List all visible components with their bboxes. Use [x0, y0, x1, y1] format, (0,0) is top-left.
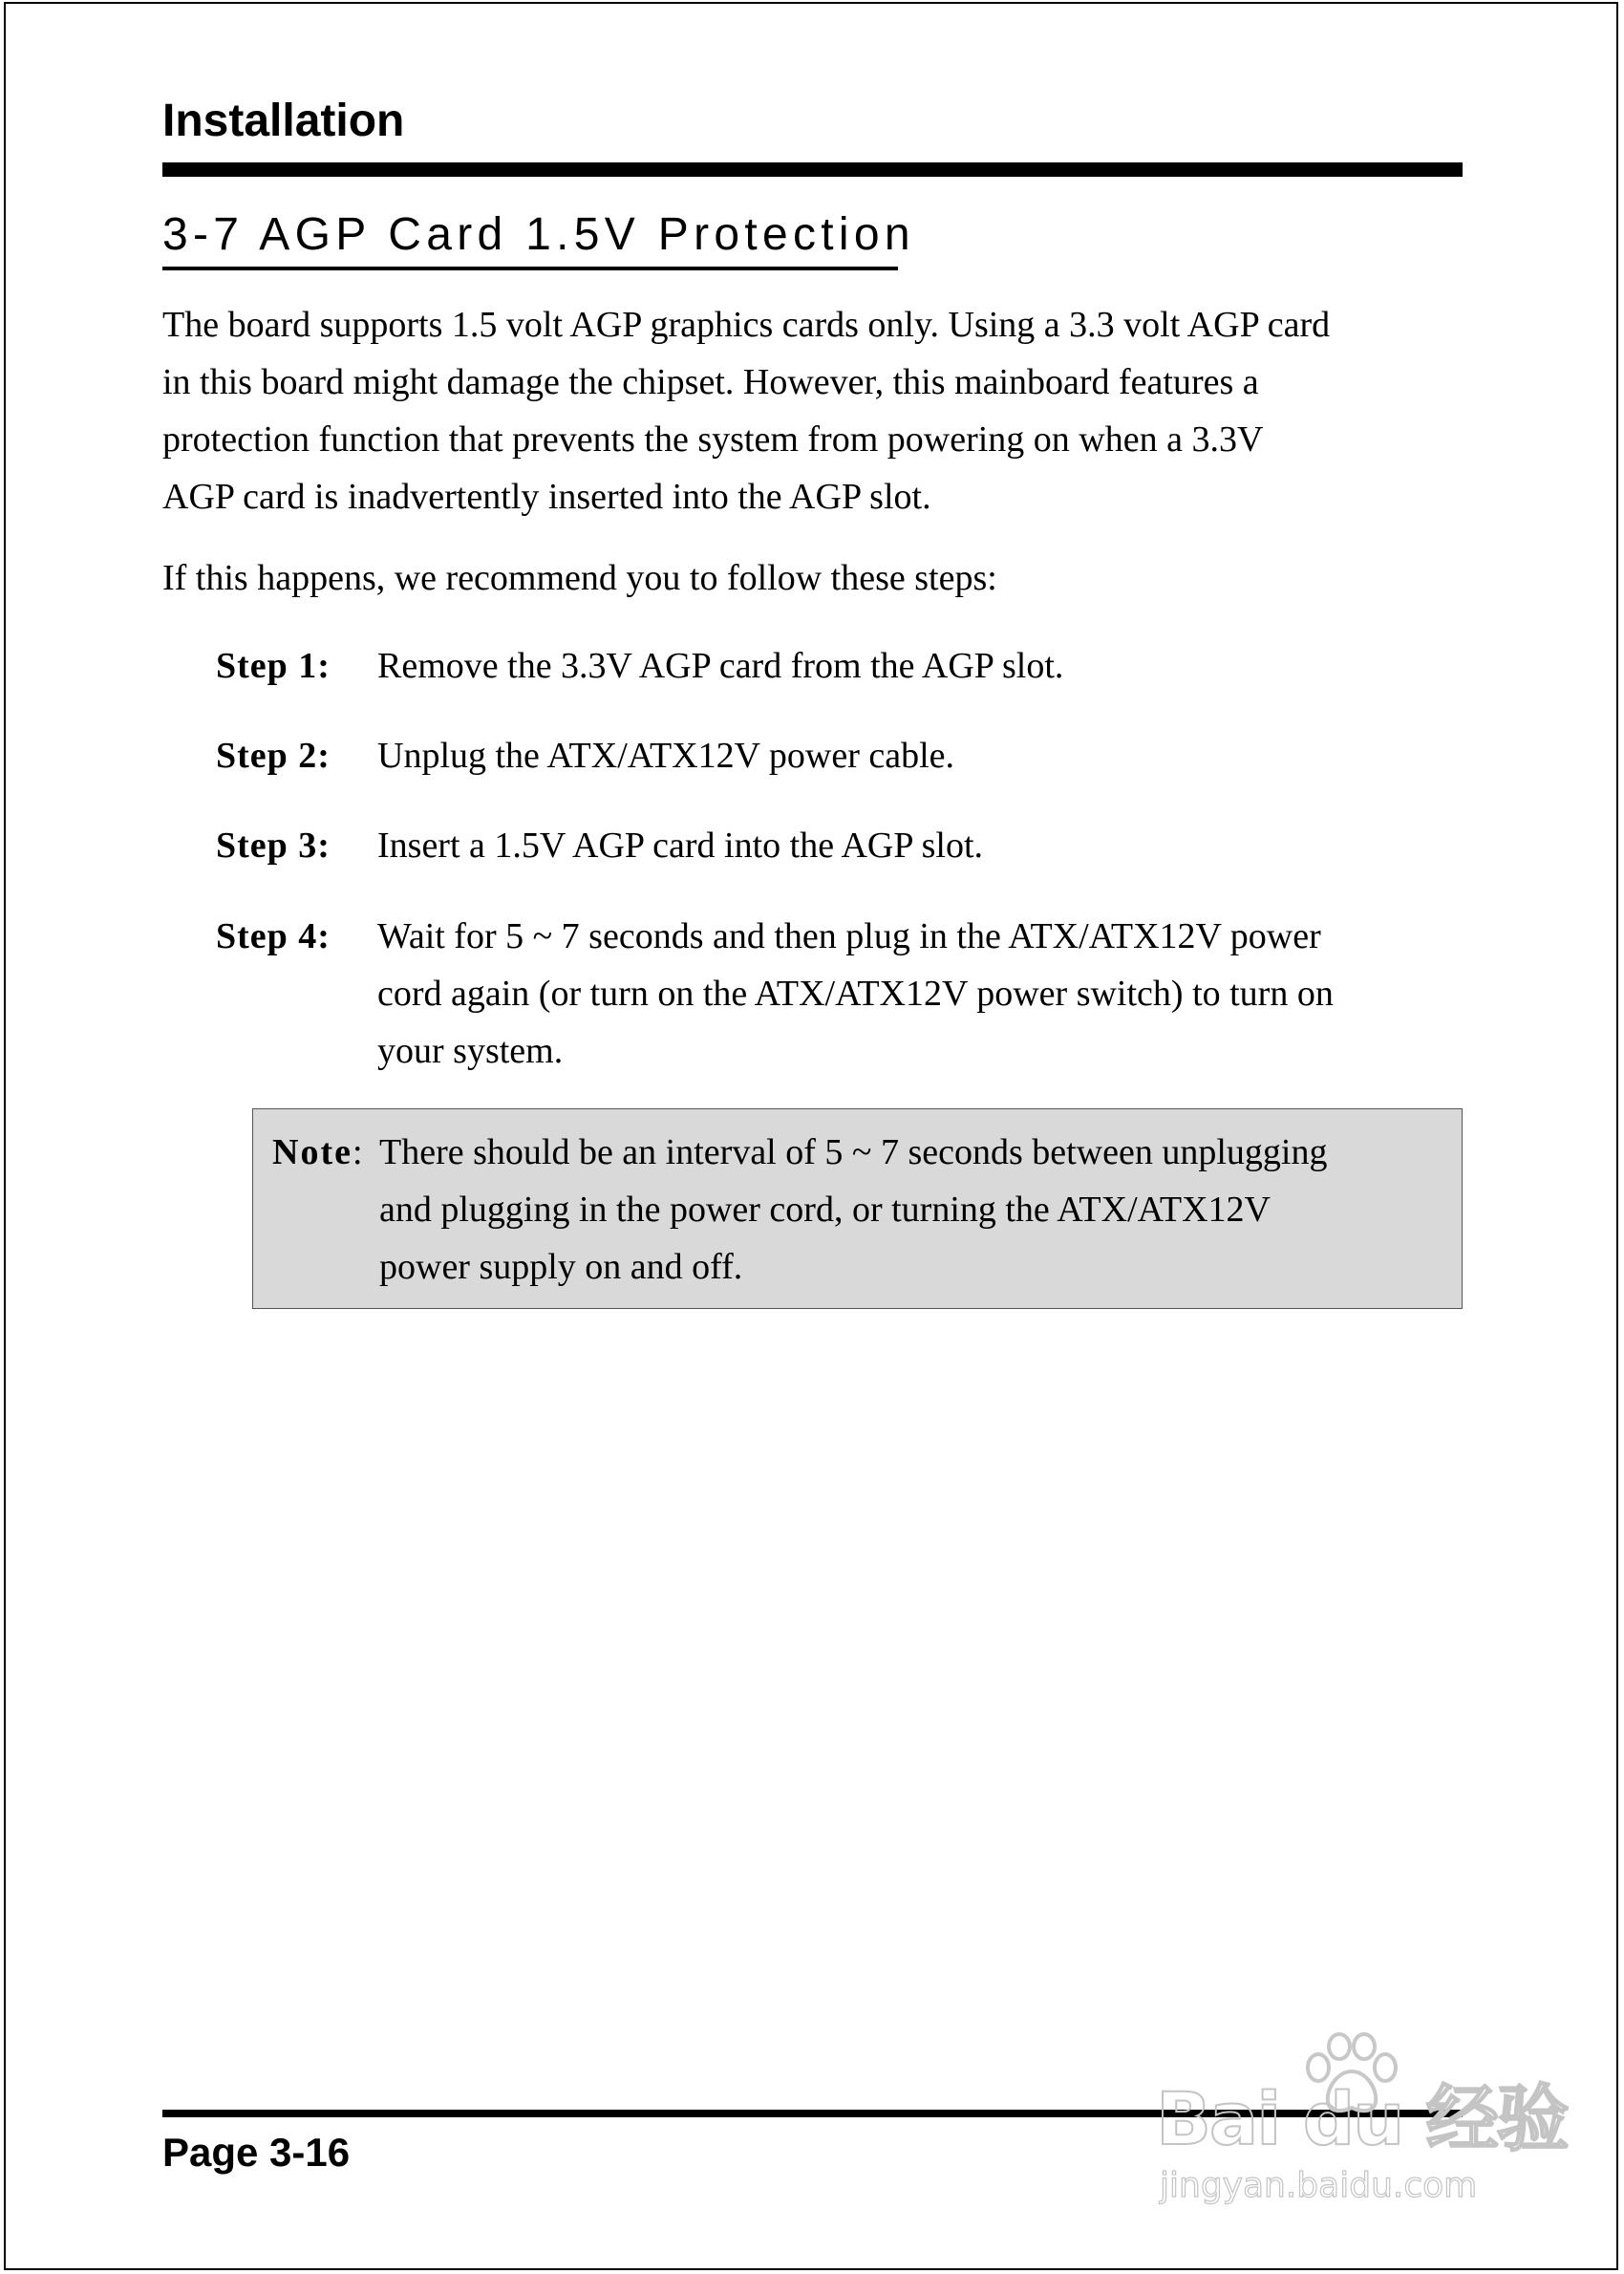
- step-line: cord again (or turn on the ATX/ATX12V power switch) to turn on: [377, 974, 1334, 1014]
- note-label-text: Note: [272, 1132, 353, 1172]
- intro-line: The board supports 1.5 volt AGP graphics cards only. Using a 3.3 volt AGP card: [162, 305, 1331, 345]
- intro-line: AGP card is inadvertently inserted into the AGP slot.: [162, 477, 931, 517]
- intro-paragraph: [162, 296, 1471, 526]
- note-line: and plugging in the power cord, or turning the ATX/ATX12V: [379, 1190, 1271, 1230]
- step-line: Unplug the ATX/ATX12V power cable.: [377, 736, 955, 776]
- note-line: power supply on and off.: [379, 1247, 743, 1287]
- page-number: Page 3-16: [162, 2130, 351, 2175]
- step-text: [377, 637, 1476, 695]
- note-box: [252, 1108, 1463, 1309]
- section-title: 3-7 AGP Card 1.5V Protection: [162, 209, 915, 260]
- step-line: Wait for 5 ~ 7 seconds and then plug in the ATX/ATX12V power: [377, 916, 1321, 956]
- step-label: Step 3:: [216, 826, 331, 866]
- step-line: Insert a 1.5V AGP card into the AGP slot.: [377, 826, 983, 866]
- step-text: [377, 727, 1476, 784]
- watermark-brand: Bai du 经验: [1156, 2076, 1568, 2161]
- step-text: [377, 817, 1476, 874]
- note-line: There should be an interval of 5 ~ 7 seconds between unplugging: [379, 1132, 1328, 1172]
- step-line: Remove the 3.3V AGP card from the AGP slot.: [377, 646, 1064, 686]
- header-rule: [162, 162, 1463, 177]
- step-label: Step 2:: [216, 736, 331, 776]
- intro-line: protection function that prevents the system from powering on when a 3.3V: [162, 419, 1264, 460]
- step-text: [377, 908, 1476, 1080]
- intro-line: in this board might damage the chipset. However, this mainboard features a: [162, 362, 1259, 402]
- note-label: [272, 1124, 363, 1181]
- section-title-underline: [162, 267, 898, 270]
- steps-lead-text: If this happens, we recommend you to follow these steps:: [162, 558, 997, 598]
- step-line: your system.: [377, 1031, 564, 1071]
- watermark-url: jingyan.baidu.com: [1160, 2166, 1478, 2205]
- note-label-separator: :: [352, 1132, 363, 1172]
- watermark: [1146, 2026, 1568, 2217]
- chapter-header: Installation: [162, 96, 405, 146]
- note-text: [379, 1124, 1449, 1296]
- step-label: Step 1:: [216, 646, 331, 686]
- step-label: Step 4:: [216, 916, 331, 956]
